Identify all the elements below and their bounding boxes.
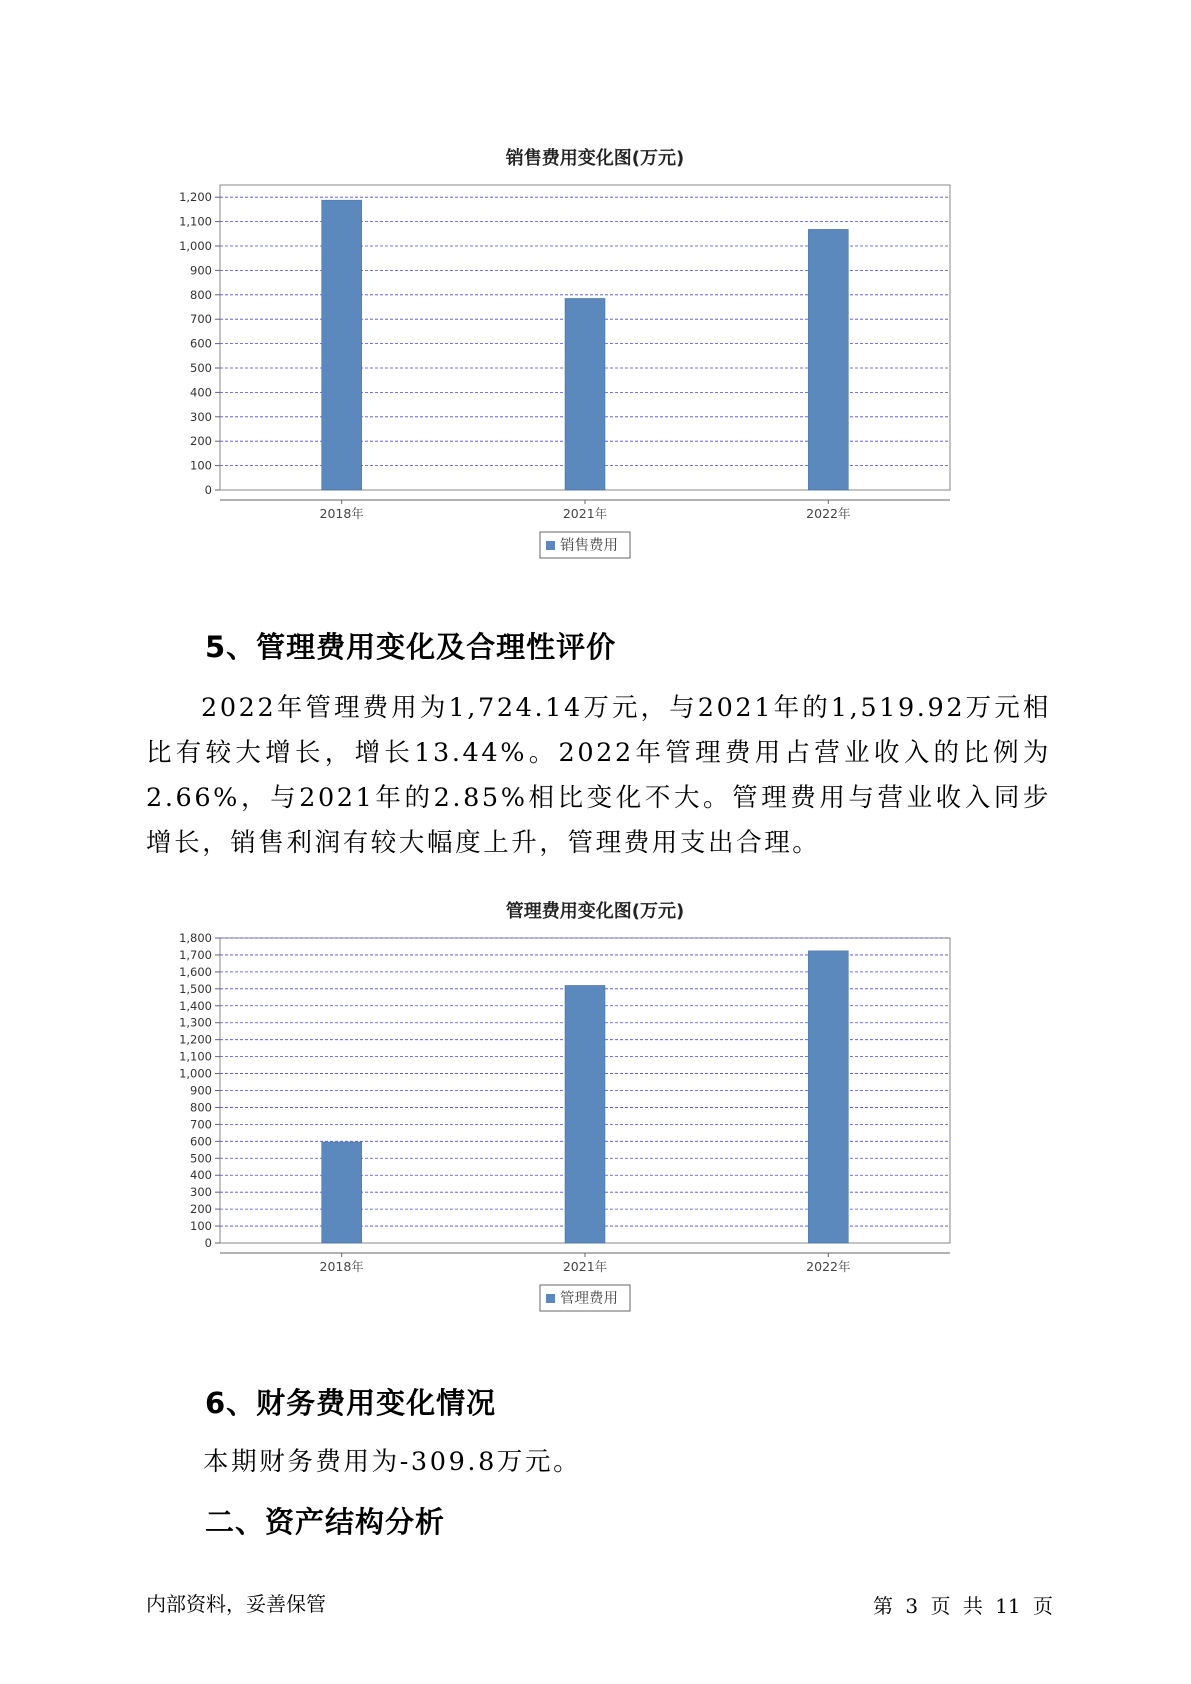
section5-paragraph: 2022年管理费用为1,724.14万元，与2021年的1,519.92万元相比有较大增长，增长13.44%。2022年管理费用占营业收入的比例为2.66%，与2021年的2.85%相比变化不大。管理费用与营业收入同步增长，销售利润有较大幅度上升，管理费用支出合理。 bbox=[146, 693, 1051, 858]
y-tick-label: 1,300 bbox=[179, 1015, 212, 1030]
y-tick-label: 100 bbox=[190, 1219, 212, 1234]
section5-heading: 5、管理费用变化及合理性评价 bbox=[205, 630, 617, 664]
footer-page-number: 第 3 页 共 11 页 bbox=[873, 1594, 1053, 1618]
legend-swatch bbox=[546, 1294, 555, 1303]
bar bbox=[565, 985, 605, 1243]
chart-svg bbox=[150, 893, 1040, 1353]
y-tick-label: 1,500 bbox=[179, 981, 212, 996]
y-tick-label: 700 bbox=[190, 1117, 212, 1132]
sales-expense-chart bbox=[150, 140, 1040, 600]
x-tick-label: 2021年 bbox=[562, 506, 608, 521]
y-tick-label: 900 bbox=[190, 263, 212, 278]
chart-title: 销售费用变化图(万元) bbox=[505, 148, 685, 169]
bar bbox=[322, 1142, 362, 1243]
y-tick-label: 500 bbox=[190, 361, 212, 375]
y-tick-label: 1,400 bbox=[179, 998, 212, 1013]
y-tick-label: 700 bbox=[190, 312, 212, 327]
x-tick-label: 2018年 bbox=[319, 1259, 364, 1274]
y-tick-label: 1,100 bbox=[179, 214, 212, 229]
y-tick-label: 200 bbox=[190, 1202, 212, 1217]
y-tick-label: 1,200 bbox=[179, 1032, 212, 1047]
y-tick-label: 1,800 bbox=[179, 931, 212, 945]
section6-paragraph: 本期财务费用为-309.8万元。 bbox=[203, 1447, 582, 1477]
section6-heading: 6、财务费用变化情况 bbox=[205, 1386, 497, 1420]
y-tick-label: 0 bbox=[204, 1236, 212, 1250]
x-tick-label: 2022年 bbox=[806, 506, 851, 521]
y-tick-label: 900 bbox=[190, 1083, 212, 1098]
y-tick-label: 1,000 bbox=[179, 1066, 212, 1081]
x-tick-label: 2018年 bbox=[319, 506, 364, 521]
y-tick-label: 1,700 bbox=[179, 947, 212, 962]
y-tick-label: 300 bbox=[190, 409, 212, 424]
y-tick-label: 300 bbox=[190, 1185, 212, 1200]
y-tick-label: 800 bbox=[190, 287, 212, 302]
y-tick-label: 400 bbox=[190, 385, 212, 400]
y-tick-label: 1,600 bbox=[179, 964, 212, 979]
y-tick-label: 100 bbox=[190, 458, 212, 473]
bar bbox=[808, 951, 848, 1243]
y-tick-label: 200 bbox=[190, 434, 212, 449]
section-two-heading: 二、资产结构分析 bbox=[205, 1505, 446, 1539]
x-tick-label: 2022年 bbox=[806, 1259, 851, 1274]
bar bbox=[808, 229, 848, 490]
x-tick-label: 2021年 bbox=[562, 1259, 608, 1274]
admin-expense-chart bbox=[150, 893, 1040, 1353]
legend-label: 销售费用 bbox=[560, 538, 618, 554]
footer-confidential: 内部资料，妥善保管 bbox=[146, 1592, 326, 1616]
y-tick-label: 500 bbox=[190, 1151, 212, 1166]
chart-title: 管理费用变化图(万元) bbox=[505, 901, 685, 922]
legend-swatch bbox=[546, 541, 555, 550]
bar bbox=[565, 298, 605, 490]
y-tick-label: 1,000 bbox=[179, 239, 212, 253]
y-tick-label: 600 bbox=[190, 1134, 212, 1149]
legend-label: 管理费用 bbox=[560, 1291, 618, 1307]
chart-svg bbox=[150, 140, 1040, 600]
bar bbox=[322, 200, 362, 490]
y-tick-label: 400 bbox=[190, 1168, 212, 1183]
y-tick-label: 1,100 bbox=[179, 1049, 212, 1064]
y-tick-label: 600 bbox=[190, 336, 212, 351]
y-tick-label: 0 bbox=[204, 483, 212, 497]
y-tick-label: 1,200 bbox=[179, 190, 212, 205]
y-tick-label: 800 bbox=[190, 1100, 212, 1115]
